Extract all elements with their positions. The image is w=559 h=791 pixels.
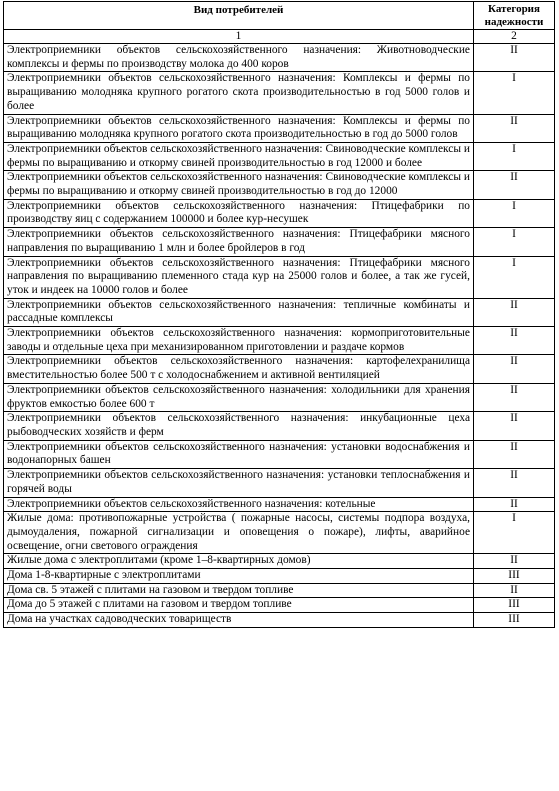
reliability-category-value: II bbox=[474, 44, 555, 72]
reliability-category-value: II bbox=[474, 383, 555, 411]
reliability-category-value: II bbox=[474, 412, 555, 440]
consumer-description: Электроприемники объектов сельскохозяйственного назначения: котельные bbox=[4, 497, 474, 512]
table-row bbox=[4, 199, 555, 227]
reliability-category-value: I bbox=[474, 512, 555, 554]
consumer-description: Электроприемники объектов сельскохозяйственного назначения: Комплексы и фермы по выращиванию молодняка крупного рогатого скота производительностью в год 5000 голов и более bbox=[4, 72, 474, 114]
reliability-category-value: II bbox=[474, 171, 555, 199]
column-number-2: 2 bbox=[474, 30, 555, 44]
reliability-category-value: II bbox=[474, 583, 555, 598]
consumer-description: Жилые дома: противопожарные устройства ( пожарные насосы, системы подпора воздуха, дымоудаления, пожарной сигнализации и оповещения о пожаре), лифты, аварийное освещение, огни светового ограждения bbox=[4, 512, 474, 554]
header-reliability-category: Категория надежности bbox=[474, 2, 555, 30]
consumer-description: Жилые дома с электроплитами (кроме 1–8-квартирных домов) bbox=[4, 554, 474, 569]
consumer-description: Электроприемники объектов сельскохозяйственного назначения: инкубационные цеха рыбоводческих хозяйств и ферм bbox=[4, 412, 474, 440]
table-row bbox=[4, 598, 555, 613]
table-row bbox=[4, 228, 555, 256]
reliability-category-value: II bbox=[474, 355, 555, 383]
consumer-description: Электроприемники объектов сельскохозяйственного назначения: картофелехранилища вместительностью более 500 т с холодоснабжением и активной вентиляцией bbox=[4, 355, 474, 383]
reliability-category-table bbox=[3, 1, 555, 628]
consumer-description: Электроприемники объектов сельскохозяйственного назначения: Птицефабрики по производству яиц с содержанием 100000 и более кур-несушек bbox=[4, 199, 474, 227]
reliability-category-value: III bbox=[474, 598, 555, 613]
reliability-category-value: II bbox=[474, 327, 555, 355]
column-number-row bbox=[4, 30, 555, 44]
table-row bbox=[4, 327, 555, 355]
consumer-description: Электроприемники объектов сельскохозяйственного назначения: Свиноводческие комплексы и фермы по выращиванию и откорму свиней производительностью в год до 12000 bbox=[4, 171, 474, 199]
table-row bbox=[4, 569, 555, 584]
consumer-description: Электроприемники объектов сельскохозяйственного назначения: Животноводческие комплексы и фермы по производству молока до 400 коров bbox=[4, 44, 474, 72]
consumer-description: Электроприемники объектов сельскохозяйственного назначения: кормоприготовительные заводы и отдельные цеха при механизированном приготовлении и раздаче кормов bbox=[4, 327, 474, 355]
reliability-category-value: I bbox=[474, 228, 555, 256]
table-row bbox=[4, 613, 555, 628]
consumer-description: Электроприемники объектов сельскохозяйственного назначения: холодильники для хранения фруктов емкостью более 600 т bbox=[4, 383, 474, 411]
table-row bbox=[4, 583, 555, 598]
reliability-category-value: II bbox=[474, 554, 555, 569]
consumer-description: Электроприемники объектов сельскохозяйственного назначения: установки теплоснабжения и горячей воды bbox=[4, 469, 474, 497]
consumer-description: Электроприемники объектов сельскохозяйственного назначения: установки водоснабжения и водонапорных башен bbox=[4, 440, 474, 468]
consumer-description: Дома св. 5 этажей с плитами на газовом и твердом топливе bbox=[4, 583, 474, 598]
reliability-category-value: II bbox=[474, 440, 555, 468]
consumer-description: Электроприемники объектов сельскохозяйственного назначения: тепличные комбинаты и рассадные комплексы bbox=[4, 298, 474, 326]
consumer-description: Электроприемники объектов сельскохозяйственного назначения: Комплексы и фермы по выращиванию молодняка крупного рогатого скота производительностью в год до 5000 голов bbox=[4, 114, 474, 142]
reliability-category-value: II bbox=[474, 469, 555, 497]
table-row bbox=[4, 469, 555, 497]
consumer-description: Дома до 5 этажей с плитами на газовом и твердом топливе bbox=[4, 598, 474, 613]
reliability-category-value: I bbox=[474, 142, 555, 170]
reliability-category-value: II bbox=[474, 497, 555, 512]
consumer-description: Электроприемники объектов сельскохозяйственного назначения: Птицефабрики мясного направления по выращиванию 1 млн и более бройлеров в год bbox=[4, 228, 474, 256]
table-row bbox=[4, 256, 555, 298]
reliability-category-value: III bbox=[474, 569, 555, 584]
table-row bbox=[4, 171, 555, 199]
table-row bbox=[4, 355, 555, 383]
reliability-category-value: II bbox=[474, 114, 555, 142]
reliability-category-value: I bbox=[474, 256, 555, 298]
reliability-category-value: III bbox=[474, 613, 555, 628]
consumer-description: Дома на участках садоводческих товариществ bbox=[4, 613, 474, 628]
reliability-category-value: I bbox=[474, 72, 555, 114]
reliability-category-value: II bbox=[474, 298, 555, 326]
table-row bbox=[4, 512, 555, 554]
consumer-description: Дома 1-8-квартирные с электроплитами bbox=[4, 569, 474, 584]
table-row bbox=[4, 142, 555, 170]
reliability-category-value: I bbox=[474, 199, 555, 227]
table-row bbox=[4, 72, 555, 114]
table-header-row bbox=[4, 2, 555, 30]
consumer-description: Электроприемники объектов сельскохозяйственного назначения: Свиноводческие комплексы и фермы по выращиванию и откорму свиней производительностью в год 12000 и более bbox=[4, 142, 474, 170]
table-row bbox=[4, 383, 555, 411]
consumer-description: Электроприемники объектов сельскохозяйственного назначения: Птицефабрики мясного направления по выращиванию племенного стада кур на 25000 голов и более, а так же гусей, уток и индеек на 10000 голов и более bbox=[4, 256, 474, 298]
table-row bbox=[4, 497, 555, 512]
header-consumer-type: Вид потребителей bbox=[4, 2, 474, 30]
table-row bbox=[4, 440, 555, 468]
table-row bbox=[4, 44, 555, 72]
table-row bbox=[4, 114, 555, 142]
table-row bbox=[4, 298, 555, 326]
column-number-1: 1 bbox=[4, 30, 474, 44]
table-row bbox=[4, 412, 555, 440]
table-row bbox=[4, 554, 555, 569]
